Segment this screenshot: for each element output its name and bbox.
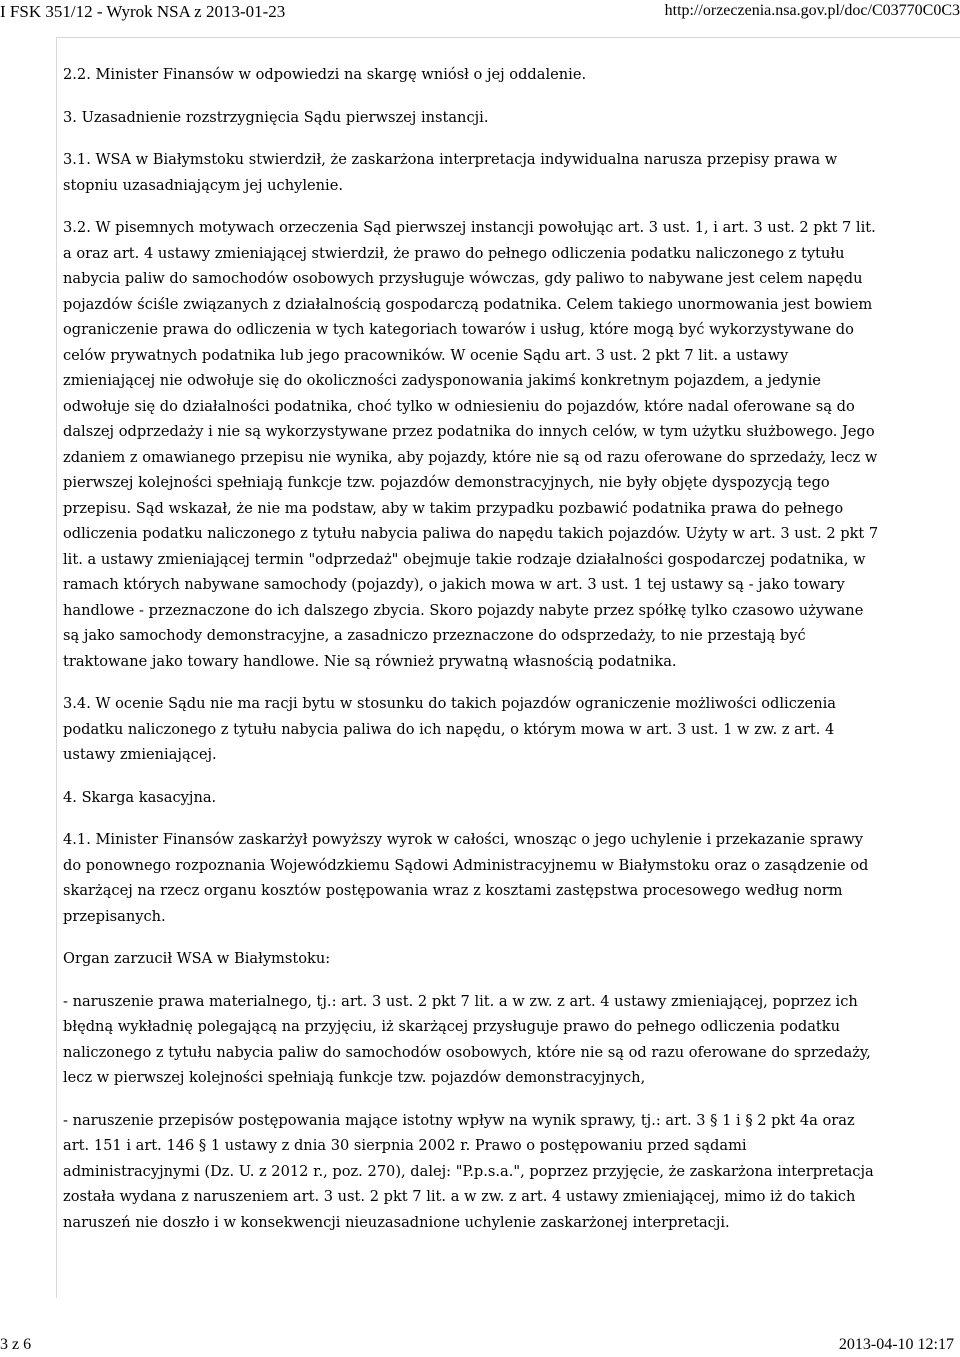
document-url: http://orzeczenia.nsa.gov.pl/doc/C03770C0C3 (664, 2, 960, 19)
print-datetime: 2013-04-10 12:17 (838, 1336, 954, 1353)
paragraph-3-1: 3.1. WSA w Białymstoku stwierdził, że zaskarżona interpretacja indywidualna narusza przepisy prawa w stopniu uzasadniającym jej uchylenie. (63, 151, 838, 194)
paragraph-zarzut-1: - naruszenie prawa materialnego, tj.: art. 3 ust. 2 pkt 7 lit. a w zw. z art. 4 ustawy zmieniającej, poprzez ich błędną wykładnię polegającą na przyjęciu, iż skarżącej przysługuje prawo do pełnego odliczenia podatku naliczonego z tytułu nabycia paliw do samochodów osobowych, które nie są od razu oferowane do sprzedaży, lecz w pierwszej kolejności spełniają funkcje tzw. pojazdów demonstracyjnych, (63, 992, 871, 1086)
paragraph-3: 3. Uzasadnienie rozstrzygnięcia Sądu pierwszej instancji. (63, 108, 489, 126)
document-body (63, 62, 883, 1252)
document-title: I FSK 351/12 - Wyrok NSA z 2013-01-23 (0, 2, 286, 21)
paragraph-3-4: 3.4. W ocenie Sądu nie ma racji bytu w stosunku do takich pojazdów ograniczenie możliwości odliczenia podatku naliczonego z tytułu nabycia paliwa do ich napędu, o którym mowa w art. 3 ust. 1 w zw. z art. 4 ustawy zmieniającej. (63, 695, 836, 763)
paragraph-2-2: 2.2. Minister Finansów w odpowiedzi na skargę wniósł o jej oddalenie. (63, 66, 587, 83)
paragraph-organ-zarzucil: Organ zarzucił WSA w Białymstoku: (63, 950, 331, 967)
paragraph-zarzut-2: - naruszenie przepisów postępowania mające istotny wpływ na wynik sprawy, tj.: art. 3 § 1 i § 2 pkt 4a oraz art. 151 i art. 146 § 1 ustawy z dnia 30 sierpnia 2002 r. Prawo o postępowaniu przed sądami administracyjnymi (Dz. U. z 2012 r., poz. 270), dalej: "P.p.s.a.", poprzez przyjęcie, że zaskarżona interpretacja została wydana z naruszeniem art. 3 ust. 2 pkt 7 lit. a w zw. z art. 4 ustawy zmieniającej, mimo iż do takich naruszeń nie doszło i w konsekwencji nieuzasadnione uchylenie zaskarżonej interpretacji. (63, 1111, 874, 1231)
paragraph-4: 4. Skarga kasacyjna. (63, 788, 217, 806)
paragraph-3-2: 3.2. W pisemnych motywach orzeczenia Sąd pierwszej instancji powołując art. 3 ust. 1, i art. 3 ust. 2 pkt 7 lit. a oraz art. 4 ustawy zmieniającej stwierdził, że prawo do pełnego odliczenia podatku naliczonego z tytułu nabycia paliw do samochodów osobowych przysługuje wówczas, gdy paliwo to nabywane jest celem napędu pojazdów ściśle związanych z działalnością gospodarczą podatnika. Celem takiego unormowania jest bowiem ograniczenie prawa do odliczenia w tych kategoriach towarów i usług, które mogą być wykorzystywane do celów prywatnych podatnika lub jego pracowników. W ocenie Sądu art. 3 ust. 2 pkt 7 lit. a ustawy zmieniającej nie odwołuje się do okoliczności zadysponowania jakimś konkretnym pojazdem, a jedynie odwołuje się do działalności podatnika, choć tylko w odniesieniu do pojazdów, które nadal oferowane są do dalszej odprzedaży i nie są wykorzystywane przez podatnika do innych celów, w tym użytku służbowego. Jego zdaniem z omawianego przepisu nie wynika, aby pojazdy, które nie są od razu oferowane do sprzedaży, lecz w pierwszej kolejności spełniają funkcje tzw. pojazdów demonstracyjnych, nie były objęte dyspozycją tego przepisu. Sąd wskazał, że nie ma podstaw, aby w takim przypadku pozbawić podatnika prawa do pełnego odliczenia podatku naliczonego z tytułu nabycia paliwa do napędu takich pojazdów. Użyty w art. 3 ust. 2 pkt 7 lit. a ustawy zmieniającej termin "odprzedaż" obejmuje takie rodzaje działalności gospodarczej podatnika, w ramach których nabywane samochody (pojazdy), o jakich mowa w art. 3 ust. 1 tej ustawy są - jako towary handlowe - przeznaczone do ich dalszego zbycia. Skoro pojazdy nabyte przez spółkę tylko czasowo używane są jako samochody demonstracyjne, a zasadniczo przeznaczone do odsprzedaży, to nie przestają być traktowane jako towary handlowe. Nie są również prywatną własnością podatnika. (63, 219, 879, 670)
page-number: 3 z 6 (0, 1336, 32, 1353)
paragraph-4-1: 4.1. Minister Finansów zaskarżył powyższy wyrok w całości, wnosząc o jego uchylenie i przekazanie sprawy do ponownego rozpoznania Wojewódzkiemu Sądowi Administracyjnemu w Białymstoku oraz o zasądzenie od skarżącej na rzecz organu kosztów postępowania wraz z kosztami zastępstwa procesowego według norm przepisanych. (63, 831, 869, 925)
